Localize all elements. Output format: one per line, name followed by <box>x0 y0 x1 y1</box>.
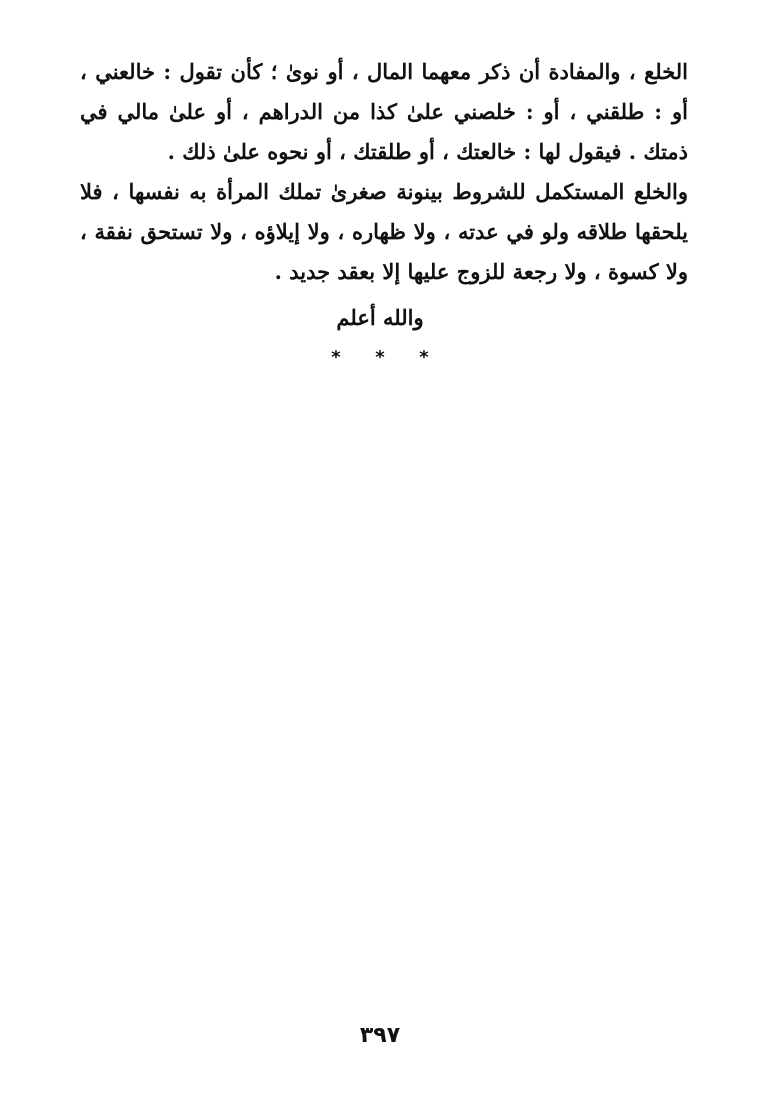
page-number: ٣٩٧ <box>359 1023 401 1048</box>
text-line: والخلع المستكمل للشروط بينونة صغرىٰ تملك المرأة به نفسها ، فلا <box>80 179 688 204</box>
text-line: أو : طلقني ، أو : خلصني علىٰ كذا من الدراهم ، أو علىٰ مالي في <box>80 99 688 124</box>
closing-phrase: والله أعلم <box>336 305 424 330</box>
separator-star-icon: * <box>419 347 429 368</box>
section-separator <box>280 340 480 376</box>
text-line: يلحقها طلاقه ولو في عدته ، ولا ظهاره ، ولا إيلاؤه ، ولا تستحق نفقة ، <box>80 219 688 244</box>
separator-star-icon: * <box>375 347 385 368</box>
paragraph-khul-definition <box>80 52 688 172</box>
text-line: ولا كسوة ، ولا رجعة للزوج عليها إلا بعقد جديد . <box>274 259 688 284</box>
paragraph-khul-ruling <box>80 172 688 292</box>
text-line: الخلع ، والمفادة أن ذكر معهما المال ، أو نوىٰ ؛ كأن تقول : خالعني ، <box>80 59 688 84</box>
separator-star-icon: * <box>331 347 341 368</box>
text-line: ذمتك . فيقول لها : خالعتك ، أو طلقتك ، أو نحوه علىٰ ذلك . <box>167 139 688 164</box>
